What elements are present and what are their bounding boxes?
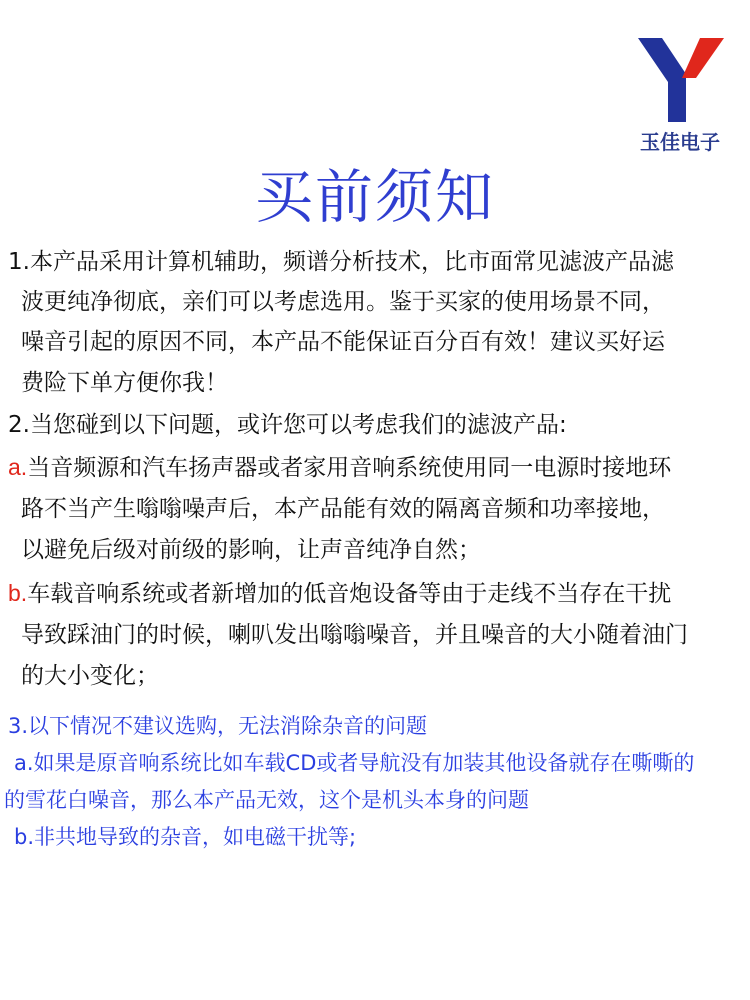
section3-item-b: b.非共地导致的杂音，如电磁干扰等; bbox=[14, 825, 357, 849]
section2-item-a-line-2: 路不当产生嗡嗡噪声后，本产品能有效的隔离音频和功率接地， bbox=[21, 496, 665, 522]
section3-item-a-line-1: a.如果是原音响系统比如车载CD或者导航没有加装其他设备就存在嘶嘶的 bbox=[14, 751, 695, 775]
section1-line-3: 噪音引起的原因不同，本产品不能保证百分百有效！建议买好运 bbox=[21, 329, 665, 355]
section2-item-b-line-2: 导致踩油门的时候，喇叭发出嗡嗡噪音，并且噪音的大小随着油门 bbox=[21, 622, 688, 648]
y-logo-mark bbox=[638, 38, 724, 122]
section2-item-b-line-3: 的大小变化； bbox=[21, 663, 159, 689]
brand-logo bbox=[630, 38, 730, 158]
section2-item-a-line-3: 以避免后级对前级的影响，让声音纯净自然； bbox=[21, 537, 481, 563]
section1-line-4: 费险下单方便你我！ bbox=[21, 370, 228, 396]
section1-line-2: 波更纯净彻底，亲们可以考虑选用。鉴于买家的使用场景不同， bbox=[21, 289, 665, 315]
section2-heading: 2.当您碰到以下问题，或许您可以考虑我们的滤波产品: bbox=[8, 412, 567, 438]
section2-item-a-line-1 bbox=[8, 452, 671, 483]
section1-line-1: 1.本产品采用计算机辅助，频谱分析技术，比市面常见滤波产品滤 bbox=[8, 249, 674, 275]
item-a-text: 当音频源和汽车扬声器或者家用音响系统使用同一电源时接地环 bbox=[27, 455, 672, 481]
page-title: 买前须知 bbox=[254, 163, 495, 231]
item-a-marker: a. bbox=[8, 454, 28, 480]
section3-item-a-line-2: 的雪花白噪音，那么本产品无效，这个是机头本身的问题 bbox=[4, 788, 529, 812]
item-b-text: 车载音响系统或者新增加的低音炮设备等由于走线不当存在干扰 bbox=[27, 581, 672, 607]
brand-name: 玉佳电子 bbox=[640, 130, 720, 154]
section2-item-b-line-1 bbox=[8, 578, 671, 609]
item-b-marker: b. bbox=[8, 580, 28, 606]
section3-heading: 3.以下情况不建议选购，无法消除杂音的问题 bbox=[8, 714, 428, 738]
